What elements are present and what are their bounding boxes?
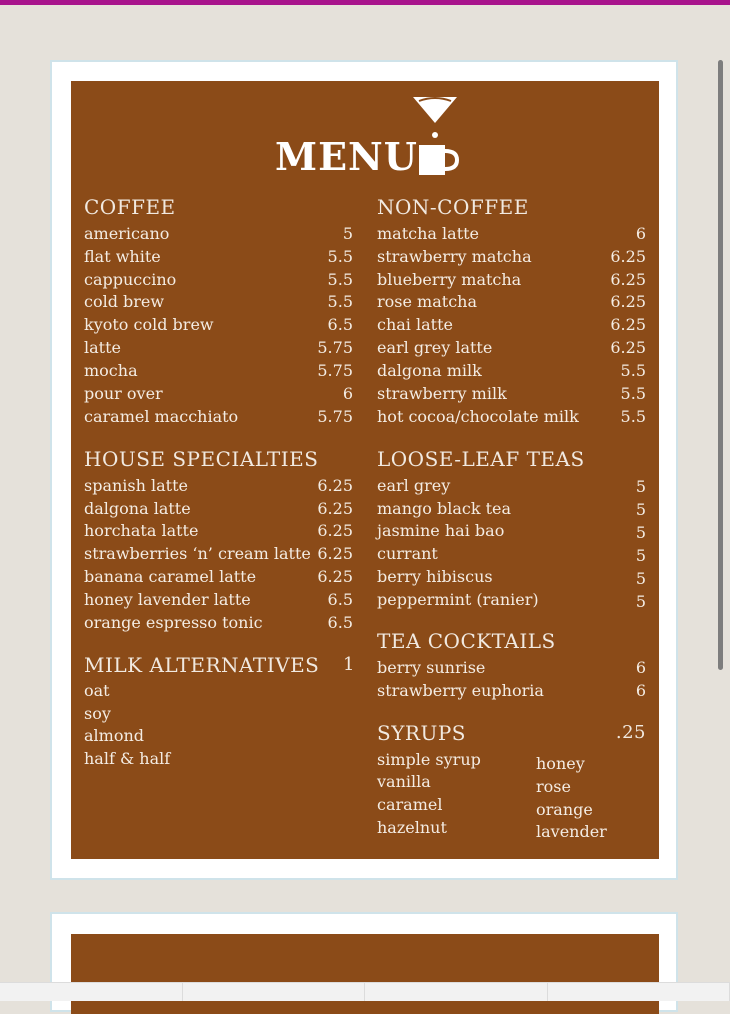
section-title-milk-alternatives: MILK ALTERNATIVES bbox=[84, 653, 319, 677]
menu-title: MENU bbox=[275, 133, 418, 181]
menu-item: hazelnut bbox=[377, 818, 447, 838]
item-price: 6.25 bbox=[596, 247, 646, 267]
item-price: 5 bbox=[596, 500, 646, 520]
menu-item: dalgona latte bbox=[84, 499, 191, 519]
menu-item: strawberries ‘n’ cream latte bbox=[84, 544, 311, 564]
menu-item: almond bbox=[84, 726, 144, 746]
menu-item: pour over bbox=[84, 384, 163, 404]
syrups-price: .25 bbox=[596, 721, 646, 745]
menu-item: orange bbox=[536, 800, 593, 820]
menu-item: berry hibiscus bbox=[377, 567, 493, 587]
item-price: 6.25 bbox=[303, 544, 353, 564]
menu-item: horchata latte bbox=[84, 521, 198, 541]
nav-tab[interactable] bbox=[183, 983, 366, 1001]
menu-item: earl grey latte bbox=[377, 338, 492, 358]
item-price: 5.5 bbox=[303, 292, 353, 312]
menu-item: caramel macchiato bbox=[84, 407, 238, 427]
item-price: 5 bbox=[596, 546, 646, 566]
menu-item: strawberry milk bbox=[377, 384, 507, 404]
item-price: 6.25 bbox=[303, 567, 353, 587]
menu-item: oat bbox=[84, 681, 110, 701]
item-price: 6.25 bbox=[596, 270, 646, 290]
item-price: 6.25 bbox=[303, 521, 353, 541]
section-title-loose-leaf-teas: LOOSE-LEAF TEAS bbox=[377, 447, 585, 471]
nav-tab[interactable] bbox=[0, 983, 183, 1001]
menu-item: jasmine hai bao bbox=[377, 521, 504, 541]
menu-item: flat white bbox=[84, 247, 161, 267]
bottom-nav-bar bbox=[0, 982, 730, 1001]
item-price: 5.5 bbox=[303, 247, 353, 267]
top-accent-bar bbox=[0, 0, 730, 5]
item-price: 6.25 bbox=[303, 499, 353, 519]
menu-item: banana caramel latte bbox=[84, 567, 256, 587]
page-scrollbar[interactable] bbox=[718, 60, 723, 670]
item-price: 5 bbox=[596, 523, 646, 543]
item-price: 6.25 bbox=[596, 292, 646, 312]
item-price: 5.75 bbox=[303, 361, 353, 381]
item-price: 6.5 bbox=[303, 613, 353, 633]
item-price: 5.5 bbox=[303, 270, 353, 290]
second-menu-panel bbox=[71, 934, 659, 1014]
menu-item: kyoto cold brew bbox=[84, 315, 214, 335]
menu-item: spanish latte bbox=[84, 476, 188, 496]
menu-item: simple syrup bbox=[377, 750, 481, 770]
menu-item: half & half bbox=[84, 749, 170, 769]
item-price: 6 bbox=[596, 681, 646, 701]
section-title-non-coffee: NON-COFFEE bbox=[377, 195, 529, 219]
menu-item: soy bbox=[84, 704, 111, 724]
menu-item: chai latte bbox=[377, 315, 453, 335]
item-price: 5 bbox=[596, 569, 646, 589]
section-title-coffee: COFFEE bbox=[84, 195, 176, 219]
nav-tab[interactable] bbox=[365, 983, 548, 1001]
coffee-cup-filter-icon bbox=[405, 95, 465, 179]
menu-item: cappuccino bbox=[84, 270, 176, 290]
section-title-house-specialties: HOUSE SPECIALTIES bbox=[84, 447, 318, 471]
item-price: 6.25 bbox=[596, 338, 646, 358]
item-price: 6 bbox=[303, 384, 353, 404]
item-price: 5.75 bbox=[303, 338, 353, 358]
item-price: 5.5 bbox=[596, 384, 646, 404]
menu-item: cold brew bbox=[84, 292, 164, 312]
menu-item: caramel bbox=[377, 795, 442, 815]
menu-item: strawberry matcha bbox=[377, 247, 532, 267]
menu-item: berry sunrise bbox=[377, 658, 485, 678]
item-price: 6.5 bbox=[303, 315, 353, 335]
item-price: 6 bbox=[596, 224, 646, 244]
item-price: 5.75 bbox=[303, 407, 353, 427]
item-price: 5 bbox=[596, 477, 646, 497]
menu-board bbox=[71, 81, 659, 859]
menu-item: rose matcha bbox=[377, 292, 477, 312]
section-title-tea-cocktails: TEA COCKTAILS bbox=[377, 629, 556, 653]
item-price: 5 bbox=[596, 592, 646, 612]
menu-item: americano bbox=[84, 224, 169, 244]
menu-item: peppermint (ranier) bbox=[377, 590, 539, 610]
menu-item: rose bbox=[536, 777, 571, 797]
menu-item: orange espresso tonic bbox=[84, 613, 263, 633]
menu-item: mango black tea bbox=[377, 499, 511, 519]
menu-item: earl grey bbox=[377, 476, 450, 496]
menu-item: currant bbox=[377, 544, 438, 564]
menu-item: honey lavender latte bbox=[84, 590, 251, 610]
menu-item: matcha latte bbox=[377, 224, 479, 244]
menu-item: vanilla bbox=[377, 772, 431, 792]
milk-alternatives-price: 1 bbox=[343, 653, 355, 677]
menu-item: strawberry euphoria bbox=[377, 681, 544, 701]
menu-item: honey bbox=[536, 754, 585, 774]
item-price: 5.5 bbox=[596, 407, 646, 427]
nav-tab[interactable] bbox=[548, 983, 730, 1001]
item-price: 5.5 bbox=[596, 361, 646, 381]
item-price: 6.25 bbox=[303, 476, 353, 496]
item-price: 6 bbox=[596, 658, 646, 678]
item-price: 6.25 bbox=[596, 315, 646, 335]
menu-item: dalgona milk bbox=[377, 361, 482, 381]
item-price: 5 bbox=[303, 224, 353, 244]
section-title-syrups: SYRUPS bbox=[377, 721, 466, 745]
menu-item: latte bbox=[84, 338, 121, 358]
item-price: 6.5 bbox=[303, 590, 353, 610]
menu-item: hot cocoa/chocolate milk bbox=[377, 407, 579, 427]
menu-item: blueberry matcha bbox=[377, 270, 521, 290]
menu-item: lavender bbox=[536, 822, 607, 842]
menu-item: mocha bbox=[84, 361, 138, 381]
